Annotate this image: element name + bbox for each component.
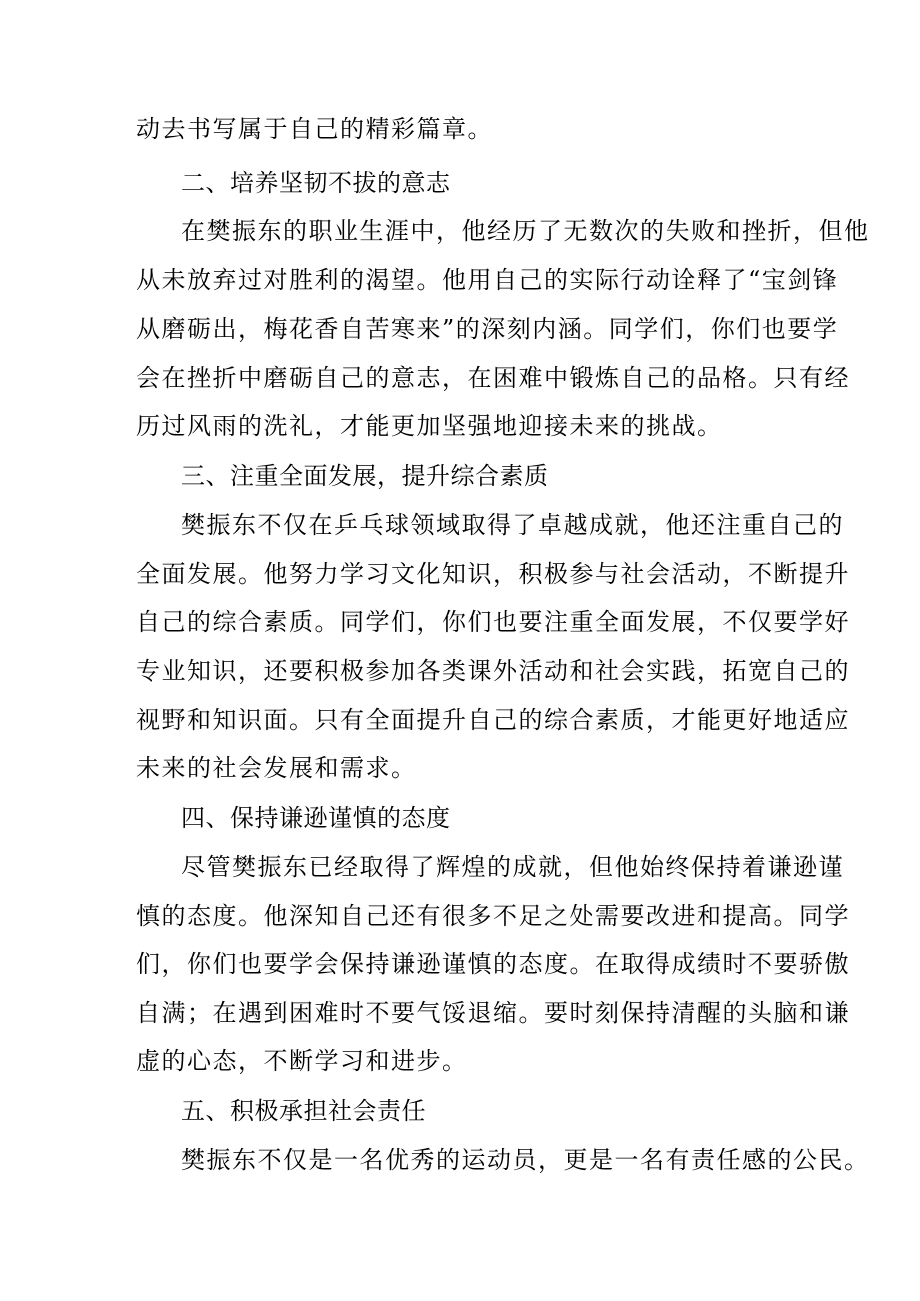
paragraph-line: 视野和知识面。只有全面提升自己的综合素质，才能更好地适应 bbox=[136, 706, 850, 734]
paragraph-line: 全面发展。他努力学习文化知识，积极参与社会活动，不断提升 bbox=[136, 560, 850, 588]
paragraph-line: 自满；在遇到困难时不要气馁退缩。要时刻保持清醒的头脑和谦 bbox=[136, 999, 850, 1027]
paragraph-line: 自己的综合素质。同学们，你们也要注重全面发展，不仅要学好 bbox=[136, 608, 850, 636]
paragraph-line: 动去书写属于自己的精彩篇章。 bbox=[136, 115, 493, 143]
section-heading: 二、培养坚韧不拔的意志 bbox=[181, 169, 451, 197]
paragraph-line: 在樊振东的职业生涯中，他经历了无数次的失败和挫折，但他 bbox=[181, 217, 870, 245]
paragraph-line: 会在挫折中磨砺自己的意志，在困难中锻炼自己的品格。只有经 bbox=[136, 364, 850, 392]
paragraph-line: 历过风雨的洗礼，才能更加坚强地迎接未来的挑战。 bbox=[136, 412, 723, 440]
paragraph-line: 从未放弃过对胜利的渴望。他用自己的实际行动诠释了“宝剑锋 bbox=[136, 266, 839, 294]
section-heading: 四、保持谦逊谨慎的态度 bbox=[181, 804, 451, 832]
paragraph-line: 樊振东不仅在乒乓球领域取得了卓越成就，他还注重自己的 bbox=[181, 511, 844, 539]
paragraph-line: 尽管樊振东已经取得了辉煌的成就，但他始终保持着谦逊谨 bbox=[181, 853, 844, 881]
paragraph-line: 们，你们也要学会保持谦逊谨慎的态度。在取得成绩时不要骄傲 bbox=[136, 950, 850, 978]
paragraph-line: 专业知识，还要积极参加各类课外活动和社会实践，拓宽自己的 bbox=[136, 657, 850, 685]
paragraph-line: 未来的社会发展和需求。 bbox=[136, 754, 417, 782]
paragraph-line: 从磨砺出，梅花香自苦寒来”的深刻内涵。同学们，你们也要学 bbox=[136, 315, 839, 343]
section-heading: 三、注重全面发展，提升综合素质 bbox=[181, 462, 549, 490]
paragraph-line: 樊振东不仅是一名优秀的运动员，更是一名有责任感的公民。 bbox=[181, 1146, 870, 1174]
paragraph-line: 慎的态度。他深知自己还有很多不足之处需要改进和提高。同学 bbox=[136, 902, 850, 930]
paragraph-line: 虚的心态，不断学习和进步。 bbox=[136, 1047, 468, 1075]
section-heading: 五、积极承担社会责任 bbox=[181, 1097, 426, 1125]
